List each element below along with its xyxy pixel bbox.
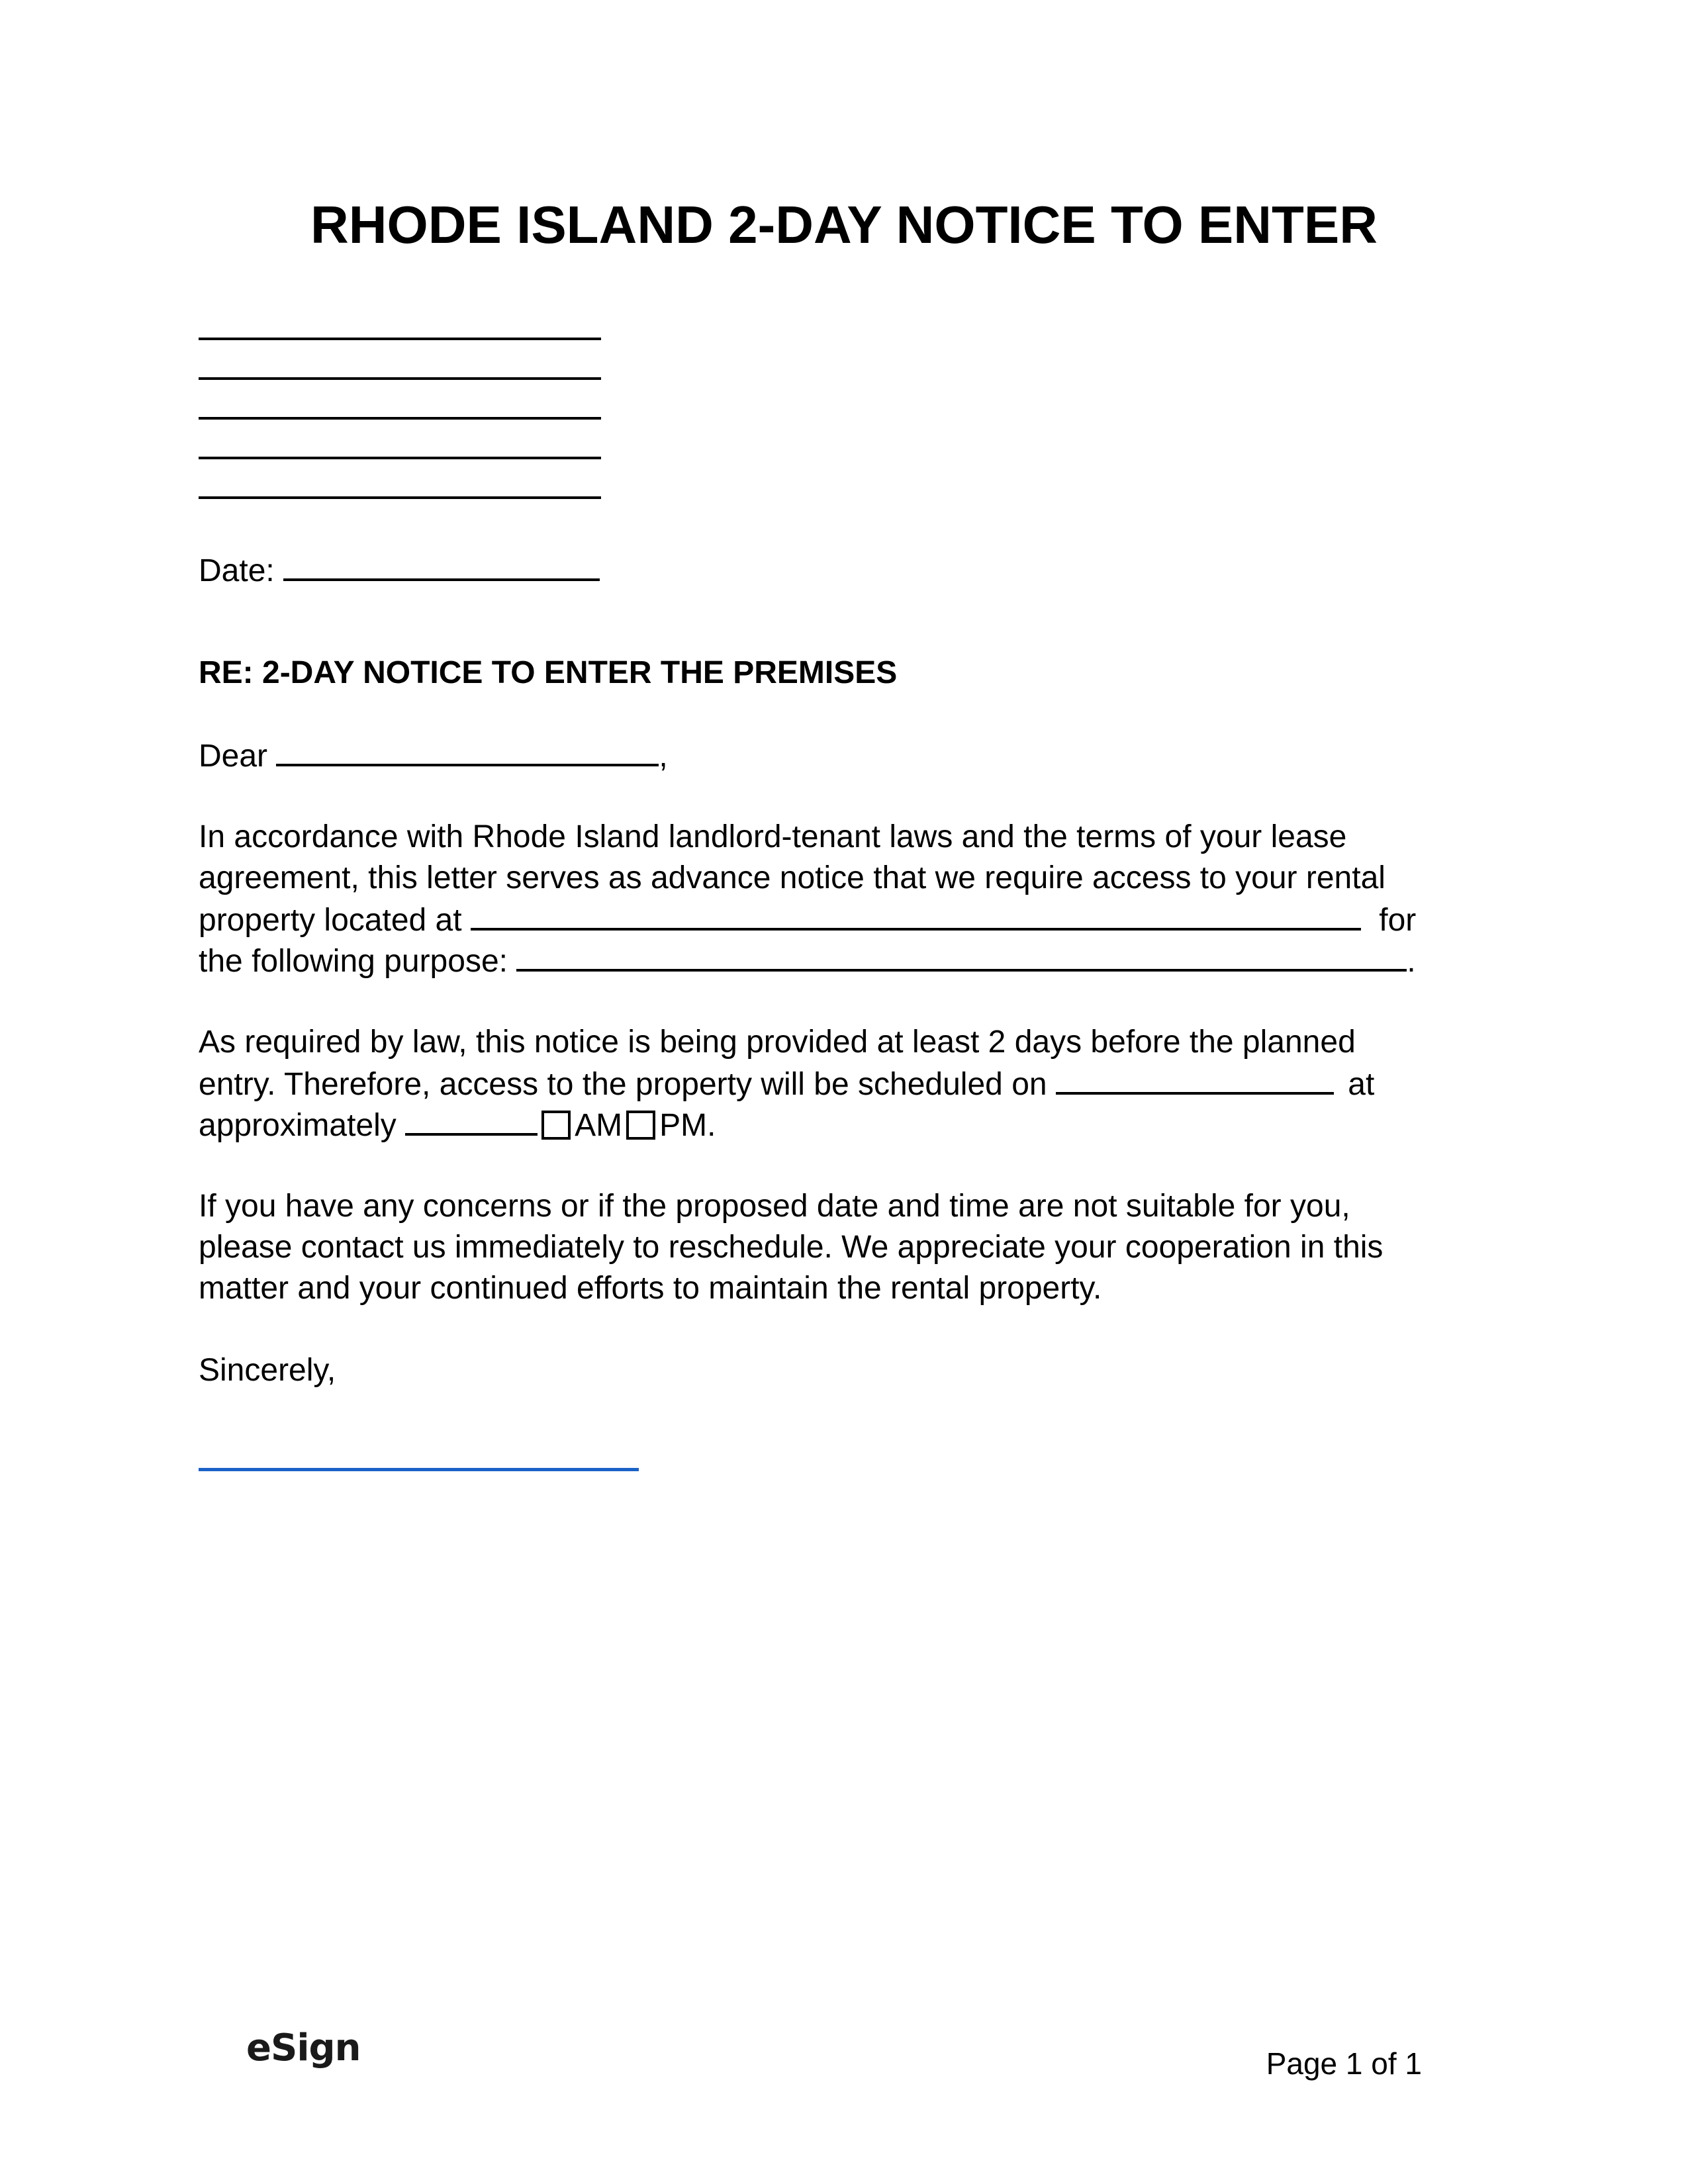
para2-line2 (199, 1063, 1374, 1105)
approximately-label: approximately (199, 1108, 397, 1143)
date-label: Date: (199, 553, 275, 588)
closing: Sincerely, (199, 1353, 336, 1388)
para3-line1: If you have any concerns or if the proposed date and time are not suitable for you, (199, 1189, 1350, 1224)
signature-line[interactable] (199, 1468, 639, 1471)
purpose-period: . (1407, 944, 1416, 979)
subject-line: RE: 2-DAY NOTICE TO ENTER THE PREMISES (199, 655, 898, 690)
date-field[interactable] (283, 549, 600, 581)
schedule-label: entry. Therefore, access to the property will be scheduled on (199, 1067, 1047, 1102)
address-line-2[interactable] (199, 377, 601, 380)
tenant-name-field[interactable] (276, 735, 659, 766)
salutation-comma: , (659, 739, 668, 774)
address-line-4[interactable] (199, 457, 601, 459)
para2-line3 (199, 1104, 716, 1146)
date-row (199, 549, 600, 592)
purpose-field[interactable] (516, 940, 1407, 972)
for-label: for (1379, 903, 1417, 938)
entry-time-field[interactable] (405, 1104, 538, 1136)
purpose-label: the following purpose: (199, 944, 508, 979)
para2-line1: As required by law, this notice is being provided at least 2 days before the planned (199, 1024, 1356, 1060)
entry-date-field[interactable] (1056, 1063, 1334, 1095)
address-line-1[interactable] (199, 338, 601, 340)
pm-label: PM. (659, 1108, 716, 1143)
address-line-5[interactable] (199, 496, 601, 499)
am-label: AM (575, 1108, 623, 1143)
document-title: RHODE ISLAND 2-DAY NOTICE TO ENTER (310, 195, 1378, 254)
salutation-row (199, 735, 668, 777)
para1-line3 (199, 899, 1416, 941)
para1-line4 (199, 940, 1416, 982)
para3-line3: matter and your continued efforts to maintain the rental property. (199, 1271, 1102, 1306)
esign-logo: eSign (246, 2026, 361, 2070)
am-checkbox[interactable] (541, 1111, 571, 1140)
property-address-field[interactable] (471, 899, 1361, 931)
address-line-3[interactable] (199, 417, 601, 420)
salutation-label: Dear (199, 739, 268, 774)
para1-line2: agreement, this letter serves as advance notice that we require access to your rental (199, 860, 1385, 895)
para1-line1: In accordance with Rhode Island landlord-tenant laws and the terms of your lease (199, 819, 1347, 854)
para3-line2: please contact us immediately to reschedule. We appreciate your cooperation in this (199, 1230, 1383, 1265)
page-number: Page 1 of 1 (1266, 2046, 1422, 2081)
pm-checkbox[interactable] (626, 1111, 655, 1140)
at-label: at (1348, 1067, 1375, 1102)
property-location-label: property located at (199, 903, 462, 938)
